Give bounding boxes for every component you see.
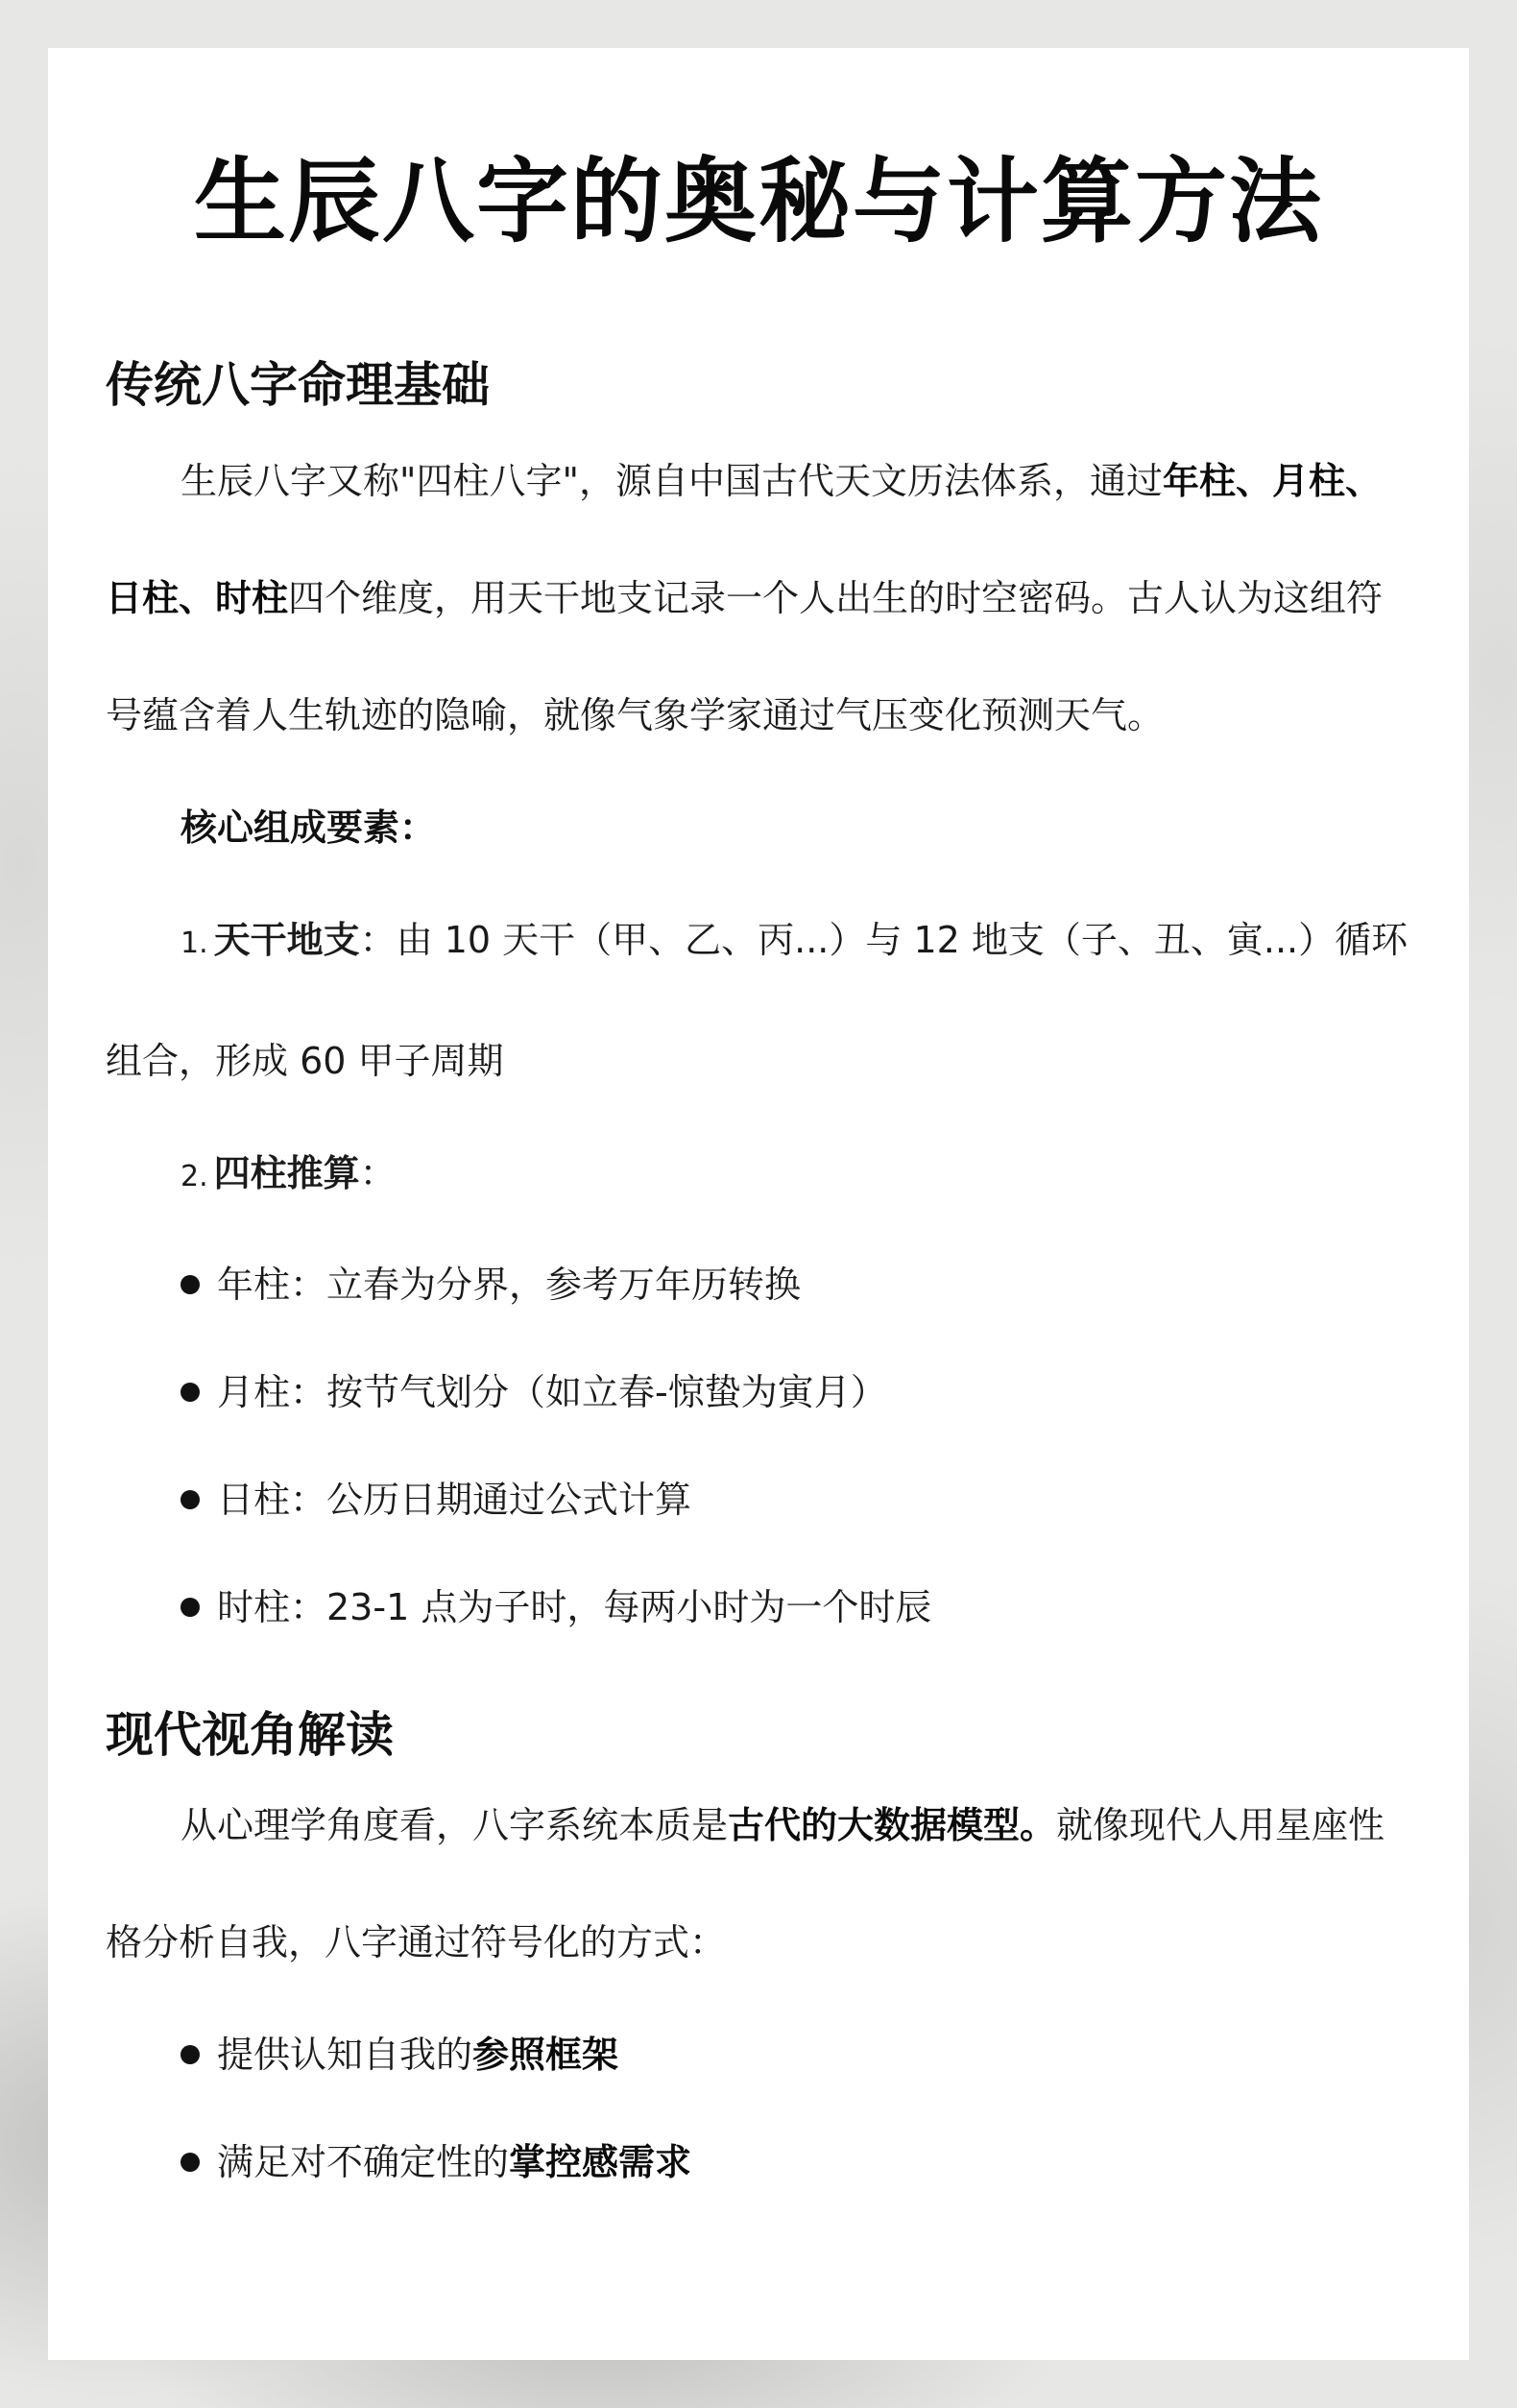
list-item-text: 提供认知自我的 [217, 2034, 473, 2076]
list-item [106, 1553, 1411, 1661]
intro-bold-big-data: 古代的大数据模型。 [728, 1804, 1057, 1846]
bullet-icon [181, 1275, 200, 1294]
list-item [106, 1446, 1411, 1553]
subheading-core-elements: 核心组成要素： [181, 807, 437, 849]
list-item-text: 满足对不确定性的 [217, 2141, 510, 2183]
article-page [48, 48, 1469, 2360]
ordered-item-text: ： [359, 1152, 397, 1194]
bullet-icon [181, 2045, 200, 2064]
page-title: 生辰八字的奥秘与计算方法 [194, 148, 1323, 255]
bullet-icon [181, 2153, 200, 2172]
paragraph-traditional-intro [106, 422, 1411, 774]
list-item [106, 1338, 1411, 1446]
list-item-bold: 参照框架 [472, 2034, 619, 2076]
intro-bold-pillars: 年柱、月柱、日柱、时柱 [106, 460, 1382, 619]
ordered-item-text: ：由 10 天干（甲、乙、丙...）与 12 地支（子、丑、寅...）循环组合，形成 60 甲子周期 [106, 919, 1409, 1082]
bullet-icon [181, 1383, 200, 1402]
list-item [106, 1231, 1411, 1338]
intro-text: 就像现代人用星座性格分析自我，八字通过符号化的方式： [106, 1804, 1385, 1963]
list-item-text: 时柱：23-1 点为子时，每两小时为一个时辰 [217, 1586, 932, 1628]
bullet-icon [181, 1490, 200, 1509]
list-item [106, 2001, 1411, 2108]
ordered-item-number: 2. [181, 1160, 208, 1193]
section-heading-modern: 现代视角解读 [106, 1707, 394, 1763]
ordered-item-number: 1. [181, 927, 208, 960]
list-item-text: 日柱：公历日期通过公式计算 [217, 1479, 692, 1521]
list-item-text: 年柱：立春为分界，参考万年历转换 [217, 1264, 802, 1306]
intro-text: 四个维度，用天干地支记录一个人出生的时空密码。古人认为这组符号蕴含着人生轨迹的隐喻，就像气象学家通过气压变化预测天气。 [106, 577, 1384, 736]
intro-text: 从心理学角度看，八字系统本质是 [181, 1804, 729, 1846]
ordered-item-bold: 四柱推算 [213, 1152, 360, 1194]
list-item-text: 月柱：按节气划分（如立春-惊蛰为寅月） [217, 1371, 887, 1413]
list-item [106, 2108, 1411, 2216]
ordered-item-1 [106, 881, 1411, 1120]
list-item-bold: 掌控感需求 [509, 2141, 692, 2183]
intro-text: 生辰八字又称"四柱八字"，源自中国古代天文历法体系，通过 [181, 460, 1163, 502]
paragraph-modern-intro [106, 1767, 1411, 2001]
section-heading-traditional: 传统八字命理基础 [106, 357, 490, 413]
ordered-item-2 [106, 1120, 1411, 1231]
ordered-item-bold: 天干地支 [213, 919, 360, 961]
bullet-icon [181, 1598, 200, 1617]
